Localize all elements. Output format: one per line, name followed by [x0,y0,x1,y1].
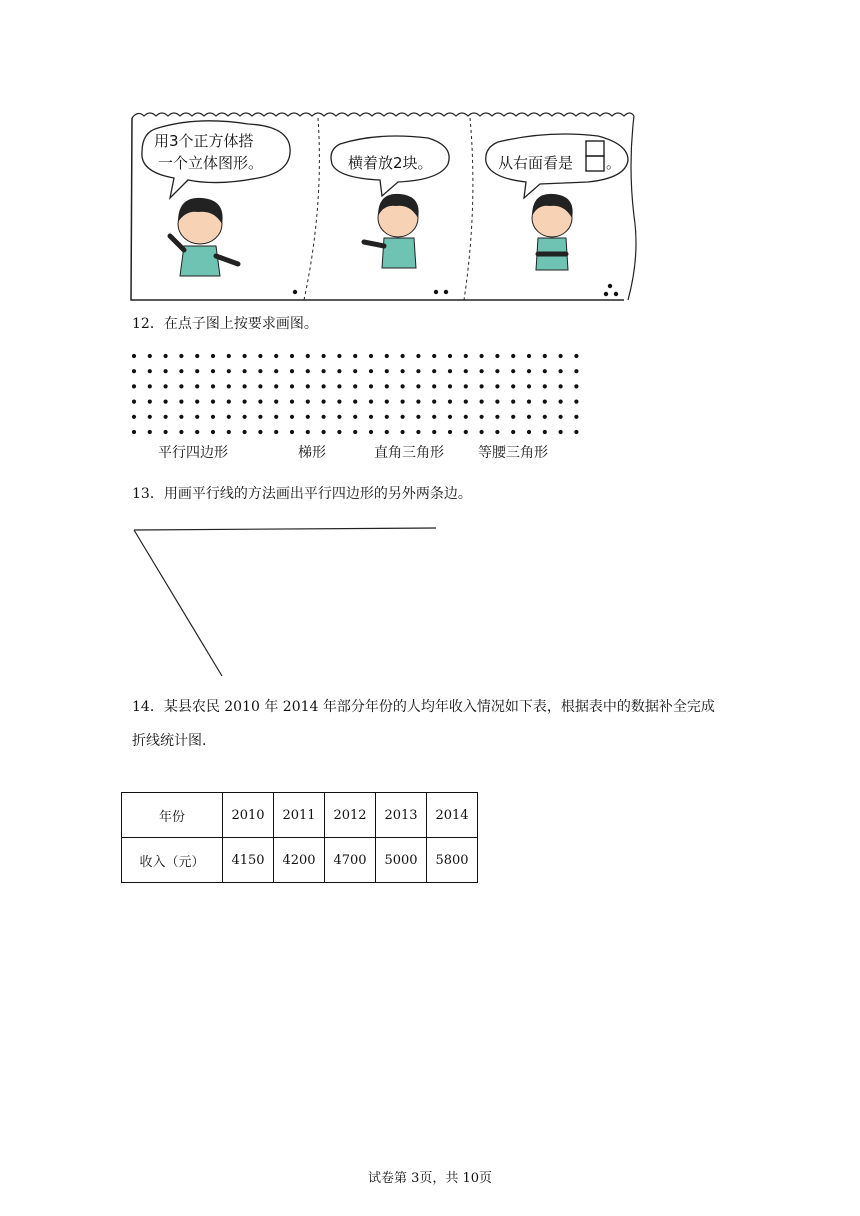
grid-dot [306,369,310,373]
grid-dot [227,415,231,419]
question-14-line1: 14．某县农民 2010 年 2014 年部分年份的人均年收入情况如下表，根据表中的数据补全完成 [132,699,715,715]
table-cell: 2010 [223,793,274,838]
table-header-cell: 年份 [122,793,223,838]
grid-dot [495,354,499,358]
grid-dot [306,400,310,404]
grid-dot [448,400,452,404]
grid-dot [574,430,578,434]
grid-dot [448,354,452,358]
grid-dot [432,369,436,373]
grid-dot [227,384,231,388]
grid-dot [164,430,168,434]
grid-dot [543,430,547,434]
grid-dot [385,430,389,434]
grid-dot [337,384,341,388]
grid-dot [132,354,136,358]
grid-dot [511,415,515,419]
grid-dot [511,384,515,388]
grid-dot [559,430,563,434]
grid-dot [574,354,578,358]
comic-strip [128,106,638,302]
table-cell: 5000 [376,838,427,883]
grid-dot [543,354,547,358]
grid-dot [511,369,515,373]
grid-dot [258,415,262,419]
grid-dot [258,384,262,388]
grid-dot [258,354,262,358]
grid-dot [480,430,484,434]
bubble-3-suffix: 。 [606,154,622,172]
grid-dot [480,354,484,358]
grid-dot [527,415,531,419]
grid-dot [258,430,262,434]
grid-dot [132,415,136,419]
grid-dot [385,415,389,419]
grid-dot [322,400,326,404]
boy-figure-3 [532,194,573,270]
grid-dot [306,415,310,419]
grid-dot [369,369,373,373]
grid-dot [322,354,326,358]
grid-dot [337,430,341,434]
grid-dot [258,400,262,404]
grid-dot [559,384,563,388]
grid-dot [148,369,152,373]
grid-dot [274,430,278,434]
grid-dot [243,430,247,434]
grid-dot [527,384,531,388]
grid-dot [353,400,357,404]
table-cell: 4150 [223,838,274,883]
grid-dot [432,384,436,388]
grid-dot [416,430,420,434]
parallelogram-sides [126,520,446,684]
grid-dot [527,354,531,358]
grid-dot [179,384,183,388]
grid-dot [243,369,247,373]
grid-dot [495,369,499,373]
grid-dot [353,354,357,358]
grid-dot [337,415,341,419]
grid-dot [148,415,152,419]
grid-dot [401,369,405,373]
table-cell: 4700 [325,838,376,883]
grid-dot [416,369,420,373]
grid-dot [243,415,247,419]
grid-dot [574,400,578,404]
table-row [122,793,478,838]
grid-dot [480,415,484,419]
grid-dot [179,369,183,373]
grid-dot [132,384,136,388]
grid-dot [369,354,373,358]
grid-dot [195,369,199,373]
grid-dot [148,400,152,404]
grid-dot [559,354,563,358]
bubble-1-line1: 用3个正方体搭 [154,132,254,150]
grid-dot [574,369,578,373]
bubble-1-line2: 一个立体图形。 [158,154,264,172]
grid-dot [322,369,326,373]
label-isosceles-triangle: 等腰三角形 [478,445,548,461]
grid-dot [290,415,294,419]
grid-dot [495,415,499,419]
grid-dot [495,430,499,434]
grid-dot [148,430,152,434]
speech-bubble-3 [486,134,628,198]
grid-dot [385,369,389,373]
grid-dot [401,384,405,388]
grid-dot [337,369,341,373]
grid-dot [480,369,484,373]
dot-marker [604,292,608,296]
grid-dot [464,400,468,404]
grid-dot [132,369,136,373]
dot-marker [614,292,618,296]
grid-dot [369,415,373,419]
grid-dot [195,400,199,404]
income-table-wrap [121,792,478,883]
grid-dot [464,415,468,419]
bubble-3-text: 从右面看是 [498,154,574,172]
grid-dot [559,415,563,419]
grid-dot [179,354,183,358]
grid-dot [179,430,183,434]
grid-dot [432,430,436,434]
grid-dot [164,400,168,404]
grid-dot [148,354,152,358]
grid-dot [464,430,468,434]
grid-dot [464,354,468,358]
table-cell: 5800 [427,838,478,883]
grid-dot [274,369,278,373]
grid-dot [211,354,215,358]
grid-dot [416,384,420,388]
grid-dot [211,369,215,373]
question-12-text: 12．在点子图上按要求画图。 [132,316,318,332]
grid-dot [290,354,294,358]
grid-dot [511,400,515,404]
grid-dot [448,415,452,419]
top-side-line [134,528,436,530]
table-row [122,838,478,883]
grid-dot [401,415,405,419]
question-14-line2: 折线统计图. [132,733,207,749]
dot-grid [128,348,588,440]
label-parallelogram: 平行四边形 [158,445,228,461]
grid-dot [416,354,420,358]
grid-dot [274,384,278,388]
grid-dot [227,369,231,373]
grid-dot [401,354,405,358]
dot-marker [444,290,448,294]
table-header-cell: 收入（元） [122,838,223,883]
grid-dot [480,384,484,388]
grid-dot [527,430,531,434]
grid-dot [306,354,310,358]
grid-dot [559,400,563,404]
grid-dot [337,354,341,358]
grid-dot [322,430,326,434]
grid-dot [574,415,578,419]
grid-dot [369,400,373,404]
grid-dot [211,400,215,404]
grid-dot [401,400,405,404]
grid-dot [243,400,247,404]
grid-dot [480,400,484,404]
grid-dot [274,415,278,419]
grid-dot [337,400,341,404]
grid-dot [290,430,294,434]
grid-dot [432,415,436,419]
grid-dot [195,430,199,434]
bubble-2-text: 横着放2块。 [348,154,433,172]
grid-dot [148,384,152,388]
grid-dot [353,415,357,419]
grid-dot [227,430,231,434]
grid-dot [511,430,515,434]
grid-dot [179,400,183,404]
grid-dot [353,430,357,434]
grid-dot [495,400,499,404]
boy-figure-2 [364,194,419,268]
table-cell: 2012 [325,793,376,838]
grid-dot [195,354,199,358]
grid-dot [290,400,294,404]
grid-dot [211,415,215,419]
grid-dot [511,354,515,358]
table-cell: 4200 [274,838,325,883]
grid-dot [416,400,420,404]
grid-dot [274,354,278,358]
grid-dot [132,400,136,404]
dot-marker [434,290,438,294]
left-side-line [134,530,222,676]
speech-bubble-2 [331,136,449,196]
grid-dot [306,384,310,388]
grid-dot [211,384,215,388]
grid-dot [574,384,578,388]
grid-dot [448,384,452,388]
grid-dot [495,384,499,388]
grid-dot [164,369,168,373]
grid-dot [401,430,405,434]
grid-dot [432,354,436,358]
grid-dot [369,430,373,434]
grid-dot [195,415,199,419]
table-cell: 2013 [376,793,427,838]
grid-dot [227,400,231,404]
grid-dot [385,400,389,404]
grid-dot [195,384,199,388]
grid-dot [306,430,310,434]
boy-figure-1 [170,198,238,276]
table-cell: 2011 [274,793,325,838]
grid-dot [559,369,563,373]
grid-dot [448,430,452,434]
grid-dot [227,354,231,358]
grid-dot [543,369,547,373]
grid-dot [164,354,168,358]
grid-dot [369,384,373,388]
income-table [121,792,478,883]
grid-dot [322,415,326,419]
label-right-triangle: 直角三角形 [374,445,444,461]
grid-dot [543,384,547,388]
grid-dot [322,384,326,388]
grid-dot [164,415,168,419]
grid-dot [464,369,468,373]
question-13-text: 13．用画平行线的方法画出平行四边形的另外两条边。 [132,486,472,502]
grid-dot [132,430,136,434]
page-footer: 试卷第 3页，共 10页 [367,1171,493,1186]
grid-dot [211,430,215,434]
grid-dot [164,384,168,388]
grid-dot [353,369,357,373]
grid-dot [432,400,436,404]
grid-dot [243,384,247,388]
grid-dot [448,369,452,373]
grid-dot [543,400,547,404]
dot-marker [293,290,297,294]
grid-dot [527,400,531,404]
grid-dot [258,369,262,373]
grid-dot [290,384,294,388]
grid-dot [385,384,389,388]
label-trapezoid: 梯形 [298,445,326,461]
grid-dot [353,384,357,388]
grid-dot [274,400,278,404]
grid-dot [179,415,183,419]
grid-dot [385,354,389,358]
table-cell: 2014 [427,793,478,838]
grid-dot [243,354,247,358]
speech-bubble-1 [142,121,290,198]
grid-dot [290,369,294,373]
grid-dot [464,384,468,388]
grid-dot [543,415,547,419]
grid-dot [416,415,420,419]
grid-dot [527,369,531,373]
dot-marker [608,284,612,288]
